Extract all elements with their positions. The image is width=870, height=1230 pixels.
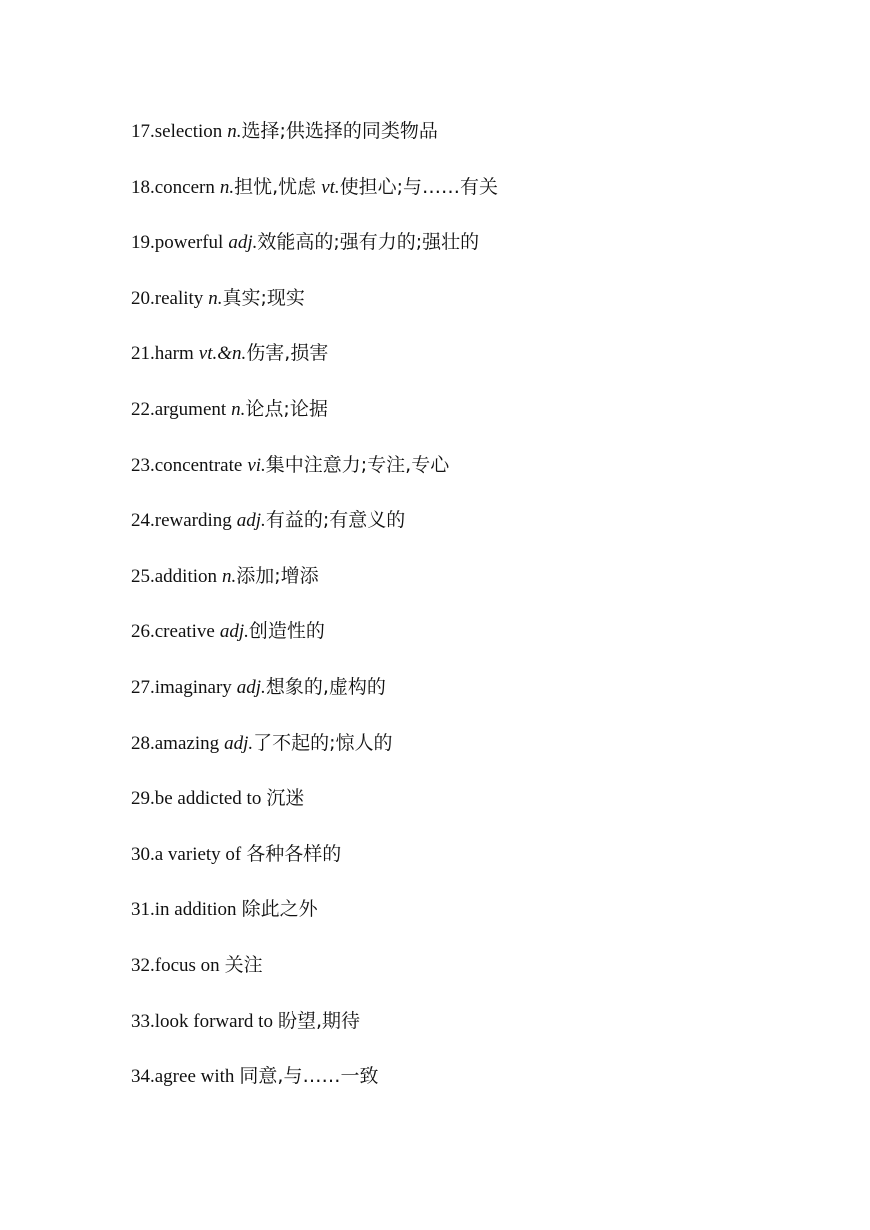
entry-part-of-speech: adj. xyxy=(228,232,258,254)
entry-term: agree with xyxy=(154,1066,235,1088)
entry-number: 25. xyxy=(131,565,155,587)
entry-term: in addition xyxy=(154,899,237,921)
vocab-entry xyxy=(131,672,498,728)
entry-meaning: 效能高的;强有力的;强壮的 xyxy=(257,231,480,254)
entry-part-of-speech: adj. xyxy=(236,676,266,698)
vocab-entry xyxy=(131,1061,498,1117)
entry-number: 28. xyxy=(131,732,155,754)
entry-number: 26. xyxy=(131,621,155,643)
entry-part-of-speech: adj. xyxy=(224,732,254,754)
entry-term: selection xyxy=(154,121,223,142)
entry-meaning: 关注 xyxy=(224,953,263,976)
vocab-entry xyxy=(131,783,498,839)
entry-term: argument xyxy=(154,398,227,420)
entry-part-of-speech: n. xyxy=(227,121,242,142)
entry-meaning: 伤害,损害 xyxy=(246,342,329,365)
entry-part-of-speech: vi. xyxy=(247,454,266,476)
vocab-entry xyxy=(131,894,498,950)
entry-number: 34. xyxy=(131,1066,155,1088)
vocab-entry xyxy=(131,283,498,339)
entry-term: focus on xyxy=(154,954,220,976)
entry-meaning: 各种各样的 xyxy=(246,842,342,865)
entry-number: 21. xyxy=(131,343,155,365)
entry-number: 17. xyxy=(131,121,155,142)
entry-number: 24. xyxy=(131,510,155,532)
entry-number: 22. xyxy=(131,398,155,420)
entry-number: 30. xyxy=(131,843,155,865)
entry-number: 29. xyxy=(131,788,155,810)
vocab-entry xyxy=(131,1006,498,1062)
vocab-entry xyxy=(131,116,498,172)
vocab-entry xyxy=(131,450,498,506)
entry-number: 19. xyxy=(131,232,155,254)
entry-part-of-speech: n. xyxy=(219,176,235,198)
entry-term: addition xyxy=(154,565,218,587)
entry-meaning: 选择;供选择的同类物品 xyxy=(241,120,438,142)
entry-number: 31. xyxy=(131,899,155,921)
entry-term: be addicted to xyxy=(154,788,262,810)
entry-number: 20. xyxy=(131,287,155,309)
entry-number: 32. xyxy=(131,954,155,976)
entry-term: creative xyxy=(154,621,215,643)
entry-meaning: 担忧,忧虑 xyxy=(234,175,317,198)
vocab-entry xyxy=(131,172,498,228)
vocab-entry xyxy=(131,839,498,895)
entry-part-of-speech: vt.&n. xyxy=(198,343,247,365)
entry-meaning: 同意,与……一致 xyxy=(239,1065,379,1088)
entry-term: harm xyxy=(154,343,194,365)
entry-term: amazing xyxy=(154,732,220,754)
entry-meaning: 有益的;有意义的 xyxy=(265,509,406,532)
entry-number: 18. xyxy=(131,176,155,198)
entry-number: 33. xyxy=(131,1010,155,1032)
entry-meaning: 论点;论据 xyxy=(245,397,328,420)
entry-term: rewarding xyxy=(154,510,232,532)
entry-part-of-speech: n. xyxy=(208,287,223,309)
vocabulary-list xyxy=(131,116,498,1117)
entry-part-of-speech: adj. xyxy=(219,621,249,643)
entry-meaning-secondary: 使担心;与……有关 xyxy=(339,175,499,198)
entry-term: concern xyxy=(154,176,215,198)
vocab-entry xyxy=(131,728,498,784)
entry-meaning: 盼望,期待 xyxy=(277,1009,360,1032)
vocab-entry xyxy=(131,505,498,561)
entry-meaning: 创造性的 xyxy=(248,620,325,643)
entry-meaning: 想象的,虚构的 xyxy=(265,675,386,698)
entry-part-of-speech: n. xyxy=(222,565,237,587)
entry-term: powerful xyxy=(154,232,224,254)
vocab-entry xyxy=(131,616,498,672)
entry-meaning: 集中注意力;专注,专心 xyxy=(265,453,450,476)
entry-part-of-speech-secondary: vt. xyxy=(321,176,340,198)
entry-term: concentrate xyxy=(154,454,243,476)
entry-meaning: 了不起的;惊人的 xyxy=(253,731,393,754)
entry-term: look forward to xyxy=(154,1010,273,1032)
vocab-entry xyxy=(131,561,498,617)
vocab-entry xyxy=(131,394,498,450)
entry-meaning: 除此之外 xyxy=(241,898,318,921)
vocab-entry xyxy=(131,338,498,394)
entry-meaning: 沉迷 xyxy=(266,787,305,810)
vocab-entry xyxy=(131,227,498,283)
entry-term: a variety of xyxy=(154,843,242,865)
vocab-entry xyxy=(131,950,498,1006)
entry-term: imaginary xyxy=(154,676,232,698)
entry-number: 27. xyxy=(131,676,155,698)
entry-part-of-speech: adj. xyxy=(236,510,266,532)
entry-meaning: 真实;现实 xyxy=(222,286,305,309)
entry-number: 23. xyxy=(131,454,155,476)
entry-part-of-speech: n. xyxy=(231,398,246,420)
entry-meaning: 添加;增添 xyxy=(236,564,319,587)
entry-term: reality xyxy=(154,287,204,309)
